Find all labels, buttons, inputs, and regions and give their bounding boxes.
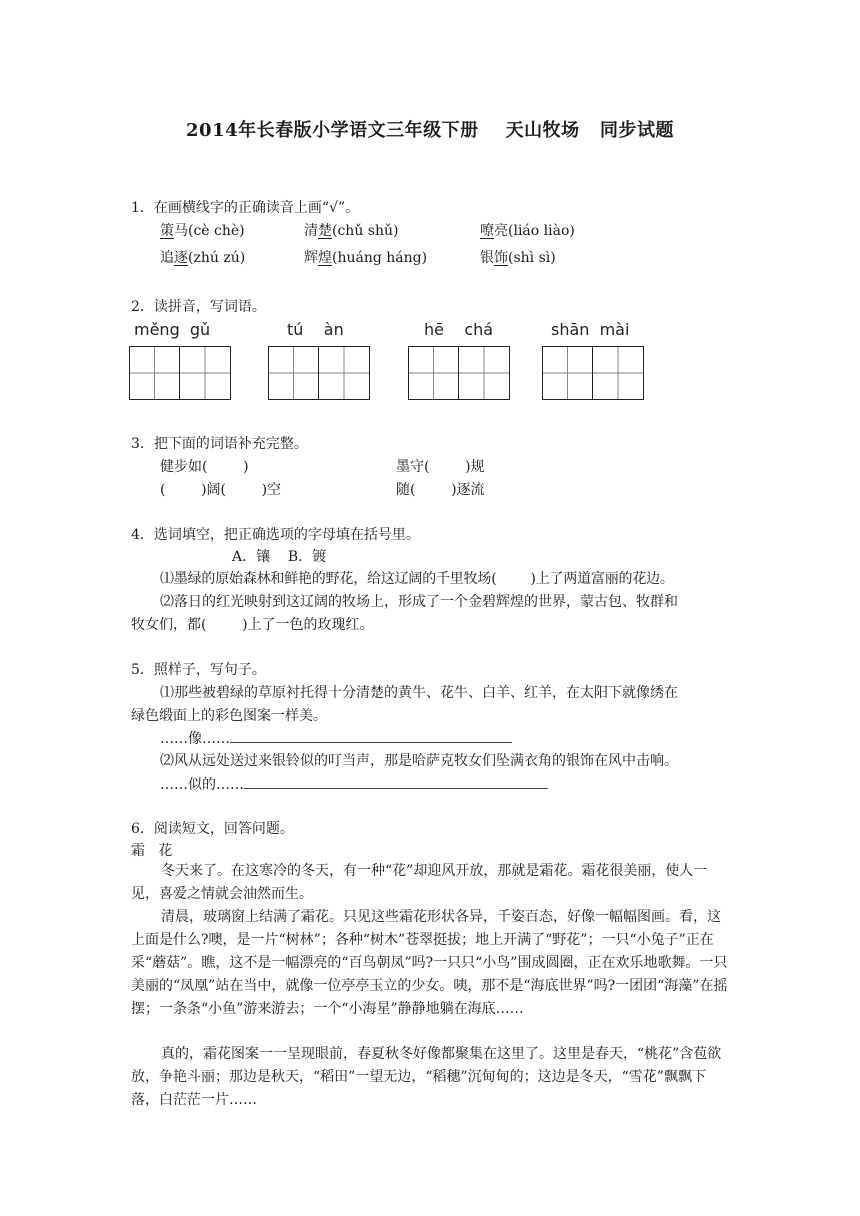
q1-item: 追逐(zhú zú) bbox=[160, 250, 246, 266]
passage-paragraph-2: 清晨，玻璃窗上结满了霜花。只见这些霜花形状各异，千姿百态，好像一幅幅图画。看，这上面是什么?噢，是一片“树林”；各种“树木”苍翠挺拔；地上开满了“野花”；一只“小兔子”正在采“蘑菇”。瞧，这不是一幅漂亮的“百鸟朝凤”吗?一只只“小鸟”围成圆圈，正在欢乐地歌舞。一只美丽的“凤凰”站在当中，就像一位亭亭玉立的少女。咦，那不是“海底世界”吗?一团团“海藻”在摇摆；一条条“小鱼”游来游去；一个“小海星”静静地躺在海底…… bbox=[131, 909, 728, 1017]
grid-cell[interactable] bbox=[593, 347, 643, 399]
grid-cell[interactable] bbox=[319, 347, 369, 399]
writing-grid[interactable] bbox=[129, 346, 231, 400]
pinyin-label: měng gǔ bbox=[134, 320, 211, 339]
q5-sentence-1-cont: 绿色缎面上的彩色图案一样美。 bbox=[131, 708, 327, 724]
q4-sentence-2: ⑵落日的红光映射到这辽阔的牧场上，形成了一个金碧辉煌的世界，蒙古包、牧群和 bbox=[160, 594, 678, 610]
passage-title: 霜 花 bbox=[131, 843, 173, 859]
q5-pattern-1: ……像…… bbox=[160, 728, 512, 749]
q6-prompt: 6．阅读短文，回答问题。 bbox=[131, 821, 294, 837]
writing-grid[interactable] bbox=[268, 346, 370, 400]
pinyin-label: hē chá bbox=[424, 320, 494, 339]
q4-sentence-1: ⑴墨绿的原始森林和鲜艳的野花，给这辽阔的千里牧场( )上了两道富丽的花边。 bbox=[160, 571, 674, 587]
q4-options: A．镶 B．镀 bbox=[232, 549, 327, 565]
q2-prompt: 2．读拼音，写词语。 bbox=[131, 299, 266, 315]
grid-cell[interactable] bbox=[409, 347, 459, 399]
q3-item: 随( )逐流 bbox=[396, 482, 485, 498]
q4-prompt: 4．选词填空，把正确选项的字母填在括号里。 bbox=[131, 527, 420, 543]
answer-line[interactable] bbox=[244, 774, 548, 789]
page-title: 2014年长春版小学语文三年级下册 天山牧场 同步试题 bbox=[186, 120, 674, 141]
q1-item: 辉煌(huáng háng) bbox=[304, 250, 428, 266]
q3-item: ( )阔( )空 bbox=[160, 482, 282, 498]
grid-cell[interactable] bbox=[543, 347, 593, 399]
grid-cell[interactable] bbox=[459, 347, 509, 399]
writing-grid[interactable] bbox=[542, 346, 644, 400]
q1-item: 策马(cè chè) bbox=[160, 223, 245, 239]
pinyin-label: tú àn bbox=[287, 320, 344, 339]
q1-prompt: 1．在画横线字的正确读音上画“√”。 bbox=[131, 200, 360, 216]
q3-prompt: 3．把下面的词语补充完整。 bbox=[131, 436, 308, 452]
q3-item: 健步如( ) bbox=[160, 459, 249, 475]
writing-grid[interactable] bbox=[408, 346, 510, 400]
q5-sentence-1: ⑴那些被碧绿的草原衬托得十分清楚的黄牛、花牛、白羊、红羊，在太阳下就像绣在 bbox=[160, 685, 678, 701]
grid-cell[interactable] bbox=[130, 347, 180, 399]
q5-pattern-2: ……似的…… bbox=[160, 774, 548, 795]
q5-prompt: 5．照样子，写句子。 bbox=[131, 662, 266, 678]
q1-item: 嘹亮(liáo liào) bbox=[480, 223, 575, 239]
q1-item: 银饰(shì sì) bbox=[480, 250, 556, 266]
answer-line[interactable] bbox=[230, 728, 512, 743]
grid-cell[interactable] bbox=[180, 347, 230, 399]
grid-cell[interactable] bbox=[269, 347, 319, 399]
passage-paragraph-3: 真的，霜花图案一一呈现眼前，春夏秋冬好像都聚集在这里了。这里是春天，“桃花”含苞欲放，争艳斗丽；那边是秋天，“稻田”一望无边，“稻穗”沉甸甸的；这边是冬天，“雪花”飘飘下落，白茫茫一片…… bbox=[131, 1046, 722, 1108]
passage-paragraph-1: 冬天来了。在这寒冷的冬天，有一种“花”却迎风开放，那就是霜花。霜花很美丽，使人一见，喜爱之情就会油然而生。 bbox=[131, 863, 708, 902]
q5-sentence-2: ⑵风从远处送过来银铃似的叮当声，那是哈萨克牧女们坠满衣角的银饰在风中击响。 bbox=[160, 753, 678, 769]
q4-sentence-2-cont: 牧女们，都( )上了一色的玫瑰红。 bbox=[131, 617, 374, 633]
pinyin-label: shān mài bbox=[551, 320, 630, 339]
q3-item: 墨守( )规 bbox=[396, 459, 485, 475]
q1-item: 清楚(chǔ shǔ) bbox=[304, 223, 399, 239]
